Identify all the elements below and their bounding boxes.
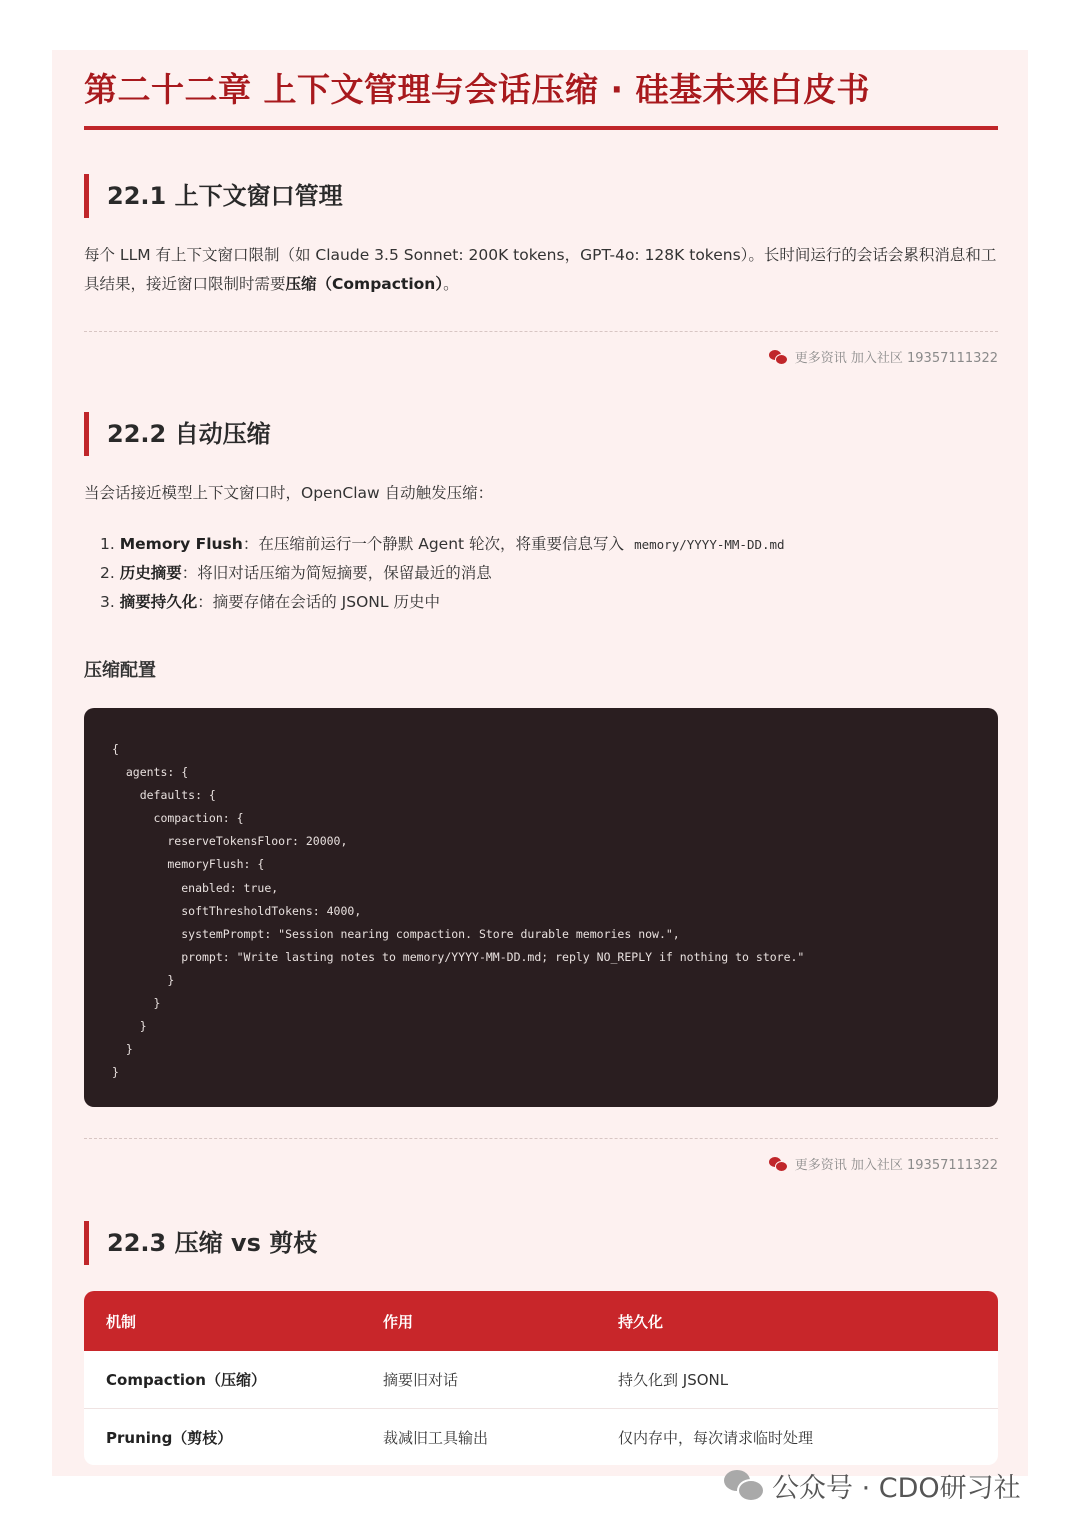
community-note (769, 347, 998, 366)
community-note (769, 1154, 998, 1173)
table-cell: Compaction（压缩） (106, 1371, 266, 1389)
watermark-text: 公众号 · CDO研习社 (772, 1472, 1021, 1504)
document-title: 第二十二章 上下文管理与会话压缩 · 硅基未来白皮书 (84, 70, 871, 109)
bold-term: 压缩（Compaction） (285, 275, 444, 293)
column-header: 持久化 (618, 1312, 664, 1331)
table-cell: Pruning（剪枝） (106, 1429, 233, 1447)
list-item: 3. 摘要持久化：摘要存储在会话的 JSONL 历史中 (100, 593, 440, 611)
code-block (84, 708, 998, 1107)
table-row (84, 1351, 998, 1409)
inline-code: memory/YYYY-MM-DD.md (634, 537, 785, 552)
table-cell: 持久化到 JSONL (618, 1371, 729, 1389)
table-cell: 裁减旧工具输出 (383, 1429, 489, 1447)
community-note-text: 更多资讯 加入社区 19357111322 (794, 351, 998, 366)
column-header: 机制 (106, 1312, 137, 1331)
title-underline (84, 126, 998, 130)
table-cell: 仅内存中，每次请求临时处理 (618, 1429, 814, 1447)
section-22-1-paragraph (84, 241, 998, 299)
column-header: 作用 (383, 1312, 414, 1331)
table-cell: 摘要旧对话 (383, 1371, 459, 1389)
wechat-icon (769, 1157, 787, 1171)
list-item: 2. 历史摘要：将旧对话压缩为简短摘要，保留最近的消息 (100, 564, 492, 582)
code-content: { agents: { defaults: { compaction: { reserveTokensFloor: 20000, memoryFlush: { enabled: true, softThresholdTokens: 4000, systemPrompt: "Session nearing compaction. Store durable memories now.", prompt: "Write lasting notes to memory/YYYY-MM-DD.md; reply NO_REPLY if nothing to store." } } } } } (112, 742, 805, 1080)
subheading-compaction-config: 压缩配置 (84, 660, 156, 681)
section-22-2-intro: 当会话接近模型上下文窗口时，OpenClaw 自动触发压缩： (84, 484, 494, 502)
document-page (52, 50, 1028, 1476)
section-divider (84, 1138, 998, 1139)
table-header (84, 1291, 998, 1351)
list-item: 1. Memory Flush：在压缩前运行一个静默 Agent 轮次，将重要信息写入 memory/YYYY-MM-DD.md (100, 535, 785, 553)
wechat-icon (724, 1470, 762, 1500)
section-heading-22-2: 22.2 自动压缩 (84, 412, 984, 456)
section-heading-22-3: 22.3 压缩 vs 剪枝 (84, 1221, 984, 1265)
compaction-steps-list (100, 530, 980, 617)
community-note-text: 更多资讯 加入社区 19357111322 (794, 1158, 998, 1173)
watermark (724, 1466, 1021, 1504)
comparison-table (84, 1291, 998, 1465)
table-row (84, 1409, 998, 1465)
section-heading-22-1: 22.1 上下文窗口管理 (84, 174, 984, 218)
paragraph-line-2: 具结果，接近窗口限制时需要压缩（Compaction）。 (84, 275, 459, 293)
paragraph-line-1: 每个 LLM 有上下文窗口限制（如 Claude 3.5 Sonnet: 200K tokens，GPT-4o: 128K tokens）。长时间运行的会话会累积消息和工 (84, 246, 997, 264)
section-divider (84, 331, 998, 332)
wechat-icon (769, 350, 787, 364)
